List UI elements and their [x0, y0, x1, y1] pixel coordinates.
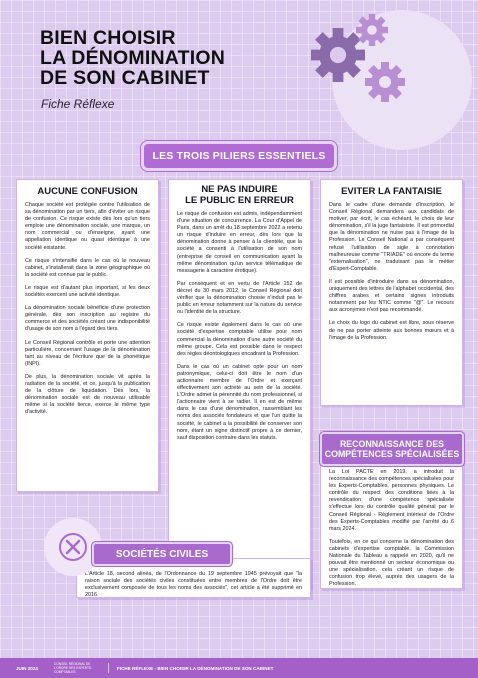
card-paragraph: Chaque société est protégée contre l'utilisation de sa dénomination par un tiers, afin d'éviter un risque de confusion. Ce risque existe dès lors qu'un tiers emploie une dénomination sociale, une marque, un nom commercial ou d'enseigne, ayant une appellation identique ou quasi identique à une société existante.	[25, 202, 150, 251]
card-paragraph: Toutefois, en ce qui concerne la dénomination des cabinets d'expertise comptable, la Commission Nationale du Tableau a rappelé en 2020, qu'il ne pouvait être mentionné un secteur économique ou une spécialisation, cela créant un risque de confusion trop élevé, auprès des usagers de la Profession.	[329, 538, 454, 588]
card-paragraph: La Loi PACTE en 2019, a introduit la reconnaissance des compétences spécialisées pour les Experts-Comptables, personnes physiques. Le contrôle du respect des conditions liées à la revendication d'une compétence spécialisée s'effectue lors du contrôle qualité général par le Conseil Régional - Règlement intérieur de l'Ordre des Experts-Comptables modifié par l'arrêté du 6 mars 2024.	[329, 469, 454, 532]
card-ne-pas-induire	[168, 179, 311, 589]
card-paragraph: L'Article 18, second alinéa, de l'Ordonnance du 19 septembre 1945 prévoyait que "la raison sociale des sociétés civiles constituées entre membres de l'Ordre doit être exclusivement composée de tous les noms des associés", cet article a été supprimé en 2016.	[85, 571, 302, 598]
card-paragraph: Dans le cas où un cabinet opte pour un nom patronymique, celui-ci doit être le nom d'un actionnaire membre de l'Ordre et exerçant effectivement son activité au sein de la société. L'Ordre admet la pérennité du nom professionnel, si l'actionnaire vient à se radier. Il en est de même dans le cas d'une dénomination, rassemblant les noms des associés fondateurs et que l'un quitte la société, le cabinet a la possibilité de conserver son nom, étant un signe distinctif propre à ce dernier, sauf disposition contraire dans les statuts.	[177, 363, 302, 441]
card-heading-line-1: NE PAS INDUIRE	[201, 184, 278, 195]
card-paragraph: De plus, la dénomination sociale vit après la radiation de la société, et ce, jusqu'à la publication de la clôture de liquidation. Dès lors, la dénomination sociale est de nouveau utilisable même si la société tierce, exerce le même type d'activité.	[25, 373, 150, 416]
card-eviter-fantaisie	[320, 179, 463, 406]
card-paragraph: Le Conseil Régional contrôle et porte une attention particulière, concernant l'usage de la dénomination tant au niveau de l'écriture que de la phonétique (INPI).	[25, 339, 150, 367]
civiles-heading: SOCIÉTÉS CIVILES	[94, 544, 230, 564]
card-heading	[177, 184, 302, 206]
card-societes-civiles	[76, 558, 311, 598]
card-heading-line-2: LE PUBLIC EN ERREUR	[185, 195, 294, 206]
section-banner: LES TROIS PILIERS ESSENTIELS	[144, 144, 334, 168]
title-line-3: DE SON CABINET	[40, 67, 210, 89]
title-line-1: BIEN CHOISIR	[40, 27, 176, 49]
competences-heading-line-1: RECONNAISSANCE DES	[339, 439, 445, 449]
card-paragraph: Le risque est d'autant plus important, si les deux sociétés exercent une activité identique.	[25, 284, 150, 299]
competences-heading-line-2: COMPÉTENCES SPÉCIALISÉES	[324, 449, 460, 459]
card-heading: AUCUNE CONFUSION	[37, 186, 138, 197]
card-aucune-confusion	[16, 179, 159, 492]
card-paragraph: Le choix du logo du cabinet est libre, sous réserve de ne pas porter atteinte aux bonnes mœurs et à l'image de la Profession.	[329, 320, 454, 341]
page-title	[40, 28, 280, 88]
card-paragraph: Dans le cadre d'une demande d'inscription, le Conseil Régional demandera aux candidats de motiver, par écrit, le cas échéant, le choix de leur dénomination, s'il la juge fantaisiste. Il est primordial que la dénomination ne nuise pas à l'image de la Profession. Le Conseil National a par conséquent refusé l'utilisation de sigle à connotation malheureuse comme "TRIADE" où encore du terme "externalisation", ne traduisant pas le métier d'Expert-Comptable.	[329, 202, 454, 272]
gears-icon	[300, 10, 420, 120]
card-paragraph: Ce risque existe également dans le cas où une société d'expertise comptable utilise pour nom commercial la dénomination d'une autre société du même groupe. Cela est possible dans le respect des règles déontologiques encadrant la Profession.	[177, 322, 302, 357]
footer-date: JUIN 2024	[16, 665, 38, 671]
title-line-2: LA DÉNOMINATION	[40, 47, 225, 69]
card-paragraph: Par conséquent et en vertu de l'Article 152 de décret du 30 mars 2012, le Conseil Régional doit vérifier que la dénomination choisie n'induit pas le public en erreur notamment sur la nature du service ou l'identité de la structure.	[177, 280, 302, 316]
footer-separator	[108, 663, 109, 673]
card-paragraph: Ce risque s'intensifie dans le cas où le nouveau cabinet, s'installerait dans la zone géographique où la société est connue par le public.	[25, 257, 150, 278]
card-paragraph: Le risque de confusion est admis, indépendamment d'une situation de concurrence. La Cour d'Appel de Paris, dans un arrêt du 18 septembre 2022 a retenu un risque d'induire en erreur, dès lors que la dénomination donne à penser à la clientèle, que la société a consenti à l'utilisation de son nom (entreprise de conseil en communication ayant la même dénomination qu'un service télématique de messagerie à caractère érotique).	[177, 211, 302, 274]
card-paragraph: Il est possible d'introduire dans sa dénomination, uniquement des lettres de l'alphabet occidental, des chiffres arabes et certains signes introduits notamment par les NTIC comme "@". Le recours aux acronymes n'est pas recommandé.	[329, 278, 454, 314]
card-paragraph: La dénomination sociale bénéficie d'une protection générale, dès son inscription au registre du commerce et des sociétés créant une indisponibilité d'usage de son nom à l'égard des tiers.	[25, 305, 150, 333]
page-subtitle: Fiche Réflexe	[41, 97, 115, 111]
footer-logo: CONSEIL RÉGIONAL DE L'ORDRE DES EXPERTS-COMPTABLES	[54, 662, 93, 674]
footer	[0, 658, 478, 678]
footer-text: FICHE RÉFLEXE - BIEN CHOISIR LA DÉNOMINATION DE SON CABINET	[117, 665, 274, 671]
competences-heading	[322, 434, 462, 464]
card-heading: EVITER LA FANTAISIE	[341, 186, 442, 197]
